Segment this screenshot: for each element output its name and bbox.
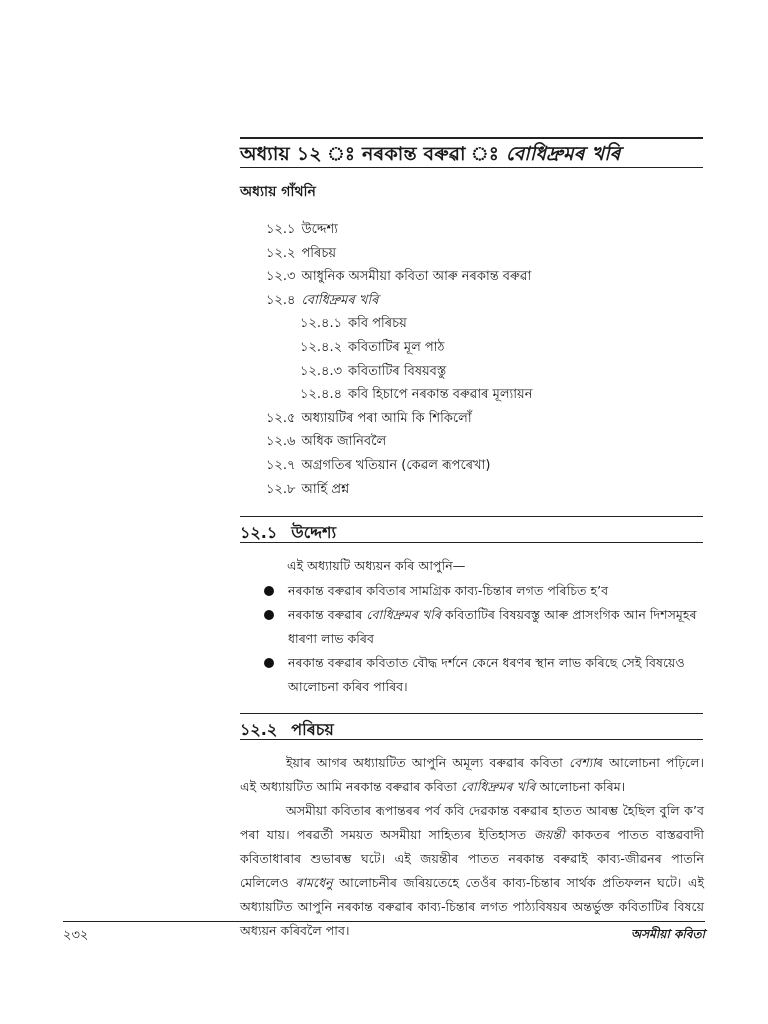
toc-item-label: আধুনিক অসমীয়া কবিতা আৰু নৰকান্ত বৰুৱা (301, 269, 532, 285)
toc-item-number: ১২.৫ (266, 410, 296, 426)
paragraph-1 (240, 751, 704, 799)
table-of-contents (240, 218, 700, 501)
page-number: ২৩২ (63, 928, 89, 943)
chapter-title-prefix: অধ্যায় ১২ ঃ নৰকান্ত বৰুৱা ঃ (240, 143, 506, 165)
bullet-text: নৰকান্ত বৰুৱাৰ কবিতাত বৌদ্ধ দৰ্শনে কেনে ধৰণৰ স্থান লাভ কৰিছে সেই বিষয়েও আলোচনা কৰিব পাৰিব। (288, 655, 685, 694)
toc-item-label: কবি পৰিচয় (348, 316, 407, 332)
toc-subitem (240, 312, 700, 336)
paragraph-text: আলোচনীৰ জৰিয়তেহে তেওঁৰ কাব্য-চিন্তাৰ সাৰ্থক প্ৰতিফলন ঘটে। এই অধ্যায়টিত আপুনি নৰকান্ত বৰুৱাৰ কাব্য-চিন্তাৰ লগত পাঠ্যবিষয়ৰ অন্তৰ্ভুক্ত কবিতাটিৰ বিষয়ে অধ্যয়ন কৰিবলৈ পাব। (240, 875, 704, 938)
toc-item-number: ১২.৬ (266, 434, 296, 450)
section2-title: পৰিচয় (291, 720, 334, 739)
toc-item (240, 218, 700, 242)
toc-item-number: ১২.২ (266, 245, 296, 261)
section1-number: ১২.১ (240, 523, 278, 542)
toc-item-number: ১২.৪ (266, 292, 296, 308)
toc-item-number: ১২.৪.১ (300, 316, 343, 332)
bullet-icon (264, 658, 274, 668)
objectives-list (264, 579, 704, 699)
paragraph-text-italic: ৰামধেনু (295, 875, 333, 890)
toc-item-label: পৰিচয় (301, 245, 337, 261)
paragraph-text: ইয়াৰ আগৰ অধ্যায়টিত আপুনি অমূল্য বৰুৱাৰ কবিতা (286, 755, 569, 770)
toc-item (240, 289, 700, 313)
paragraph-text-italic: বোধিদ্ৰুমৰ খৰি (460, 779, 536, 794)
section1-intro: এই অধ্যায়টি অধ্যয়ন কৰি আপুনি— (287, 558, 466, 573)
section1-title: উদ্দেশ্য (291, 523, 337, 542)
toc-subitem (240, 360, 700, 384)
section2-top-rule (240, 713, 703, 714)
list-item (264, 603, 704, 651)
toc-item (240, 478, 700, 502)
toc-item-label: বোধিদ্ৰুমৰ খৰি (301, 292, 379, 308)
bullet-icon (264, 610, 274, 620)
book-title: অসমীয়া কবিতা (630, 927, 705, 941)
bullet-text-italic: বোধিদ্ৰুমৰ খৰি (366, 607, 441, 622)
toc-item-number: ১২.৮ (266, 481, 296, 497)
toc-item-label: অধিক জানিবলৈ (301, 434, 387, 450)
paragraph-text: অসমীয়া কবিতাৰ ৰূপান্তৰৰ পৰ্ব কবি দেৱকান্ত বৰুৱাৰ হাতত আৰম্ভ হৈছিল বুলি ক’ব পৰা যায়। পৰৱৰ্তী সময়ত অসমীয়া সাহিত্যৰ ইতিহাসত (240, 803, 704, 842)
toc-item-number: ১২.৩ (266, 269, 296, 285)
toc-item (240, 265, 700, 289)
toc-item-label: আৰ্হি প্ৰশ্ন (301, 481, 350, 497)
toc-item-number: ১২.৭ (266, 457, 296, 473)
toc-item-label: অগ্ৰগতিৰ খতিয়ান (কেৱল ৰূপৰেখা) (301, 457, 491, 473)
paragraph-text-italic: জয়ন্তী (533, 827, 565, 842)
toc-item (240, 242, 700, 266)
toc-item-number: ১২.১ (266, 222, 296, 237)
toc-item (240, 454, 700, 478)
bullet-text: নৰকান্ত বৰুৱাৰ (288, 607, 367, 622)
paragraph-text: ৰ আলোচনা পঢ়িলে। এই অধ্যায়টিত আমি নৰকান্ত বৰুৱাৰ কবিতা (240, 755, 705, 794)
section1-top-rule (240, 516, 703, 517)
toc-item-number: ১২.৪.৩ (300, 363, 343, 379)
paragraph-text: আলোচনা কৰিম। (535, 779, 626, 794)
paragraph-text: কাকতৰ পাতত বাস্তৱবাদী কবিতাধাৰাৰ শুভাৰম্ভ ঘটে। এই জয়ন্তীৰ পাতত নৰকান্ত বৰুৱাই কাব্য-জীৱনৰ পাতনি মেলিলেও (240, 827, 704, 890)
chapter-top-rule (240, 137, 703, 139)
toc-item-number: ১২.৪.২ (300, 339, 343, 355)
bullet-icon (264, 586, 274, 596)
toc-subitem (240, 336, 700, 360)
list-item (264, 651, 704, 699)
bullet-text: নৰকান্ত বৰুৱাৰ কবিতাৰ সামগ্ৰিক কাব্য-চিন্তাৰ লগত পৰিচিত হ’ব (288, 583, 609, 598)
section1-bottom-rule (240, 542, 703, 543)
contents-heading: অধ্যায় গাঁথনি (240, 184, 316, 200)
section2-number: ১২.২ (240, 720, 278, 739)
bullet-text: কবিতাটিৰ বিষয়বস্তু আৰু প্ৰাসংগিক আন দিশসমূহৰ ধাৰণা লাভ কৰিব (288, 607, 697, 646)
section2-bottom-rule (240, 739, 703, 740)
toc-item-label: কবিতাটিৰ বিষয়বস্তু (348, 363, 447, 379)
toc-item-label: অধ্যায়টিৰ পৰা আমি কি শিকিলোঁ (301, 410, 472, 426)
toc-item-label: কবি হিচাপে নৰকান্ত বৰুৱাৰ মূল্যায়ন (348, 387, 533, 403)
chapter-title-poem: বোধিদ্ৰুমৰ খৰি (505, 143, 621, 165)
footer-rule (63, 921, 705, 922)
toc-item (240, 407, 700, 431)
toc-item-number: ১২.৪.৪ (300, 387, 343, 403)
paragraph-text-italic: বেশ্যা (568, 755, 596, 770)
list-item (264, 579, 704, 603)
toc-item-label: কবিতাটিৰ মূল পাঠ (348, 339, 445, 355)
chapter-bottom-rule (240, 167, 703, 168)
toc-item (240, 430, 700, 454)
toc-subitem (240, 383, 700, 407)
toc-item-label: উদ্দেশ্য (301, 222, 338, 237)
